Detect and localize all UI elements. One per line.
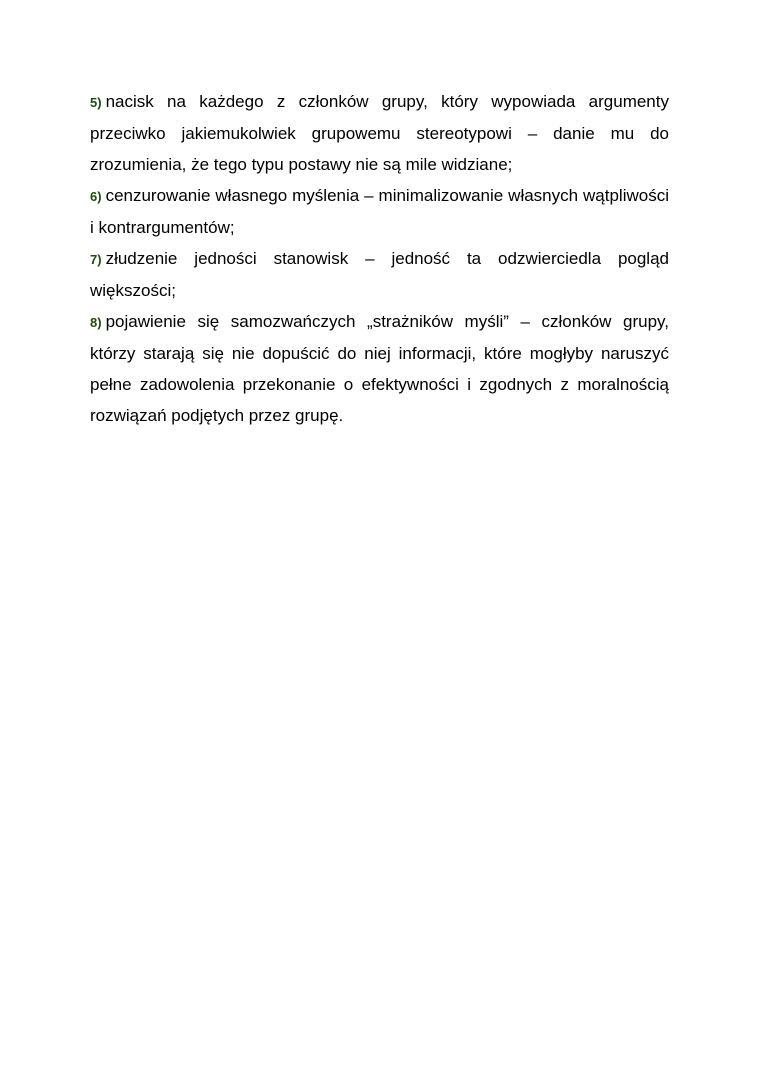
list-item-number: 6) bbox=[90, 189, 102, 204]
document-body bbox=[90, 86, 669, 431]
list-item-number: 7) bbox=[90, 252, 102, 267]
list-item-text: nacisk na każdego z członków grupy, który wypowiada argumenty przeciwko jakiemukolwiek grupowemu stereotypowi – danie mu do zrozumienia, że tego typu postawy nie są mile widziane; bbox=[90, 92, 669, 174]
list-item-text: cenzurowanie własnego myślenia – minimalizowanie własnych wątpliwości i kontrargumentów; bbox=[90, 186, 669, 237]
list-item bbox=[90, 243, 669, 306]
list-item-text: złudzenie jedności stanowisk – jedność ta odzwierciedla pogląd większości; bbox=[90, 249, 669, 300]
list-item bbox=[90, 180, 669, 243]
list-item-text: pojawienie się samozwańczych „strażników myśli” – członków grupy, którzy starają się nie dopuścić do niej informacji, które mogłyby naruszyć pełne zadowolenia przekonanie o efektywności i zgodnych z moralnością rozwiązań podjętych przez grupę. bbox=[90, 312, 669, 425]
list-item-number: 8) bbox=[90, 315, 102, 330]
list-item bbox=[90, 306, 669, 431]
list-item bbox=[90, 86, 669, 180]
list-item-number: 5) bbox=[90, 95, 102, 110]
